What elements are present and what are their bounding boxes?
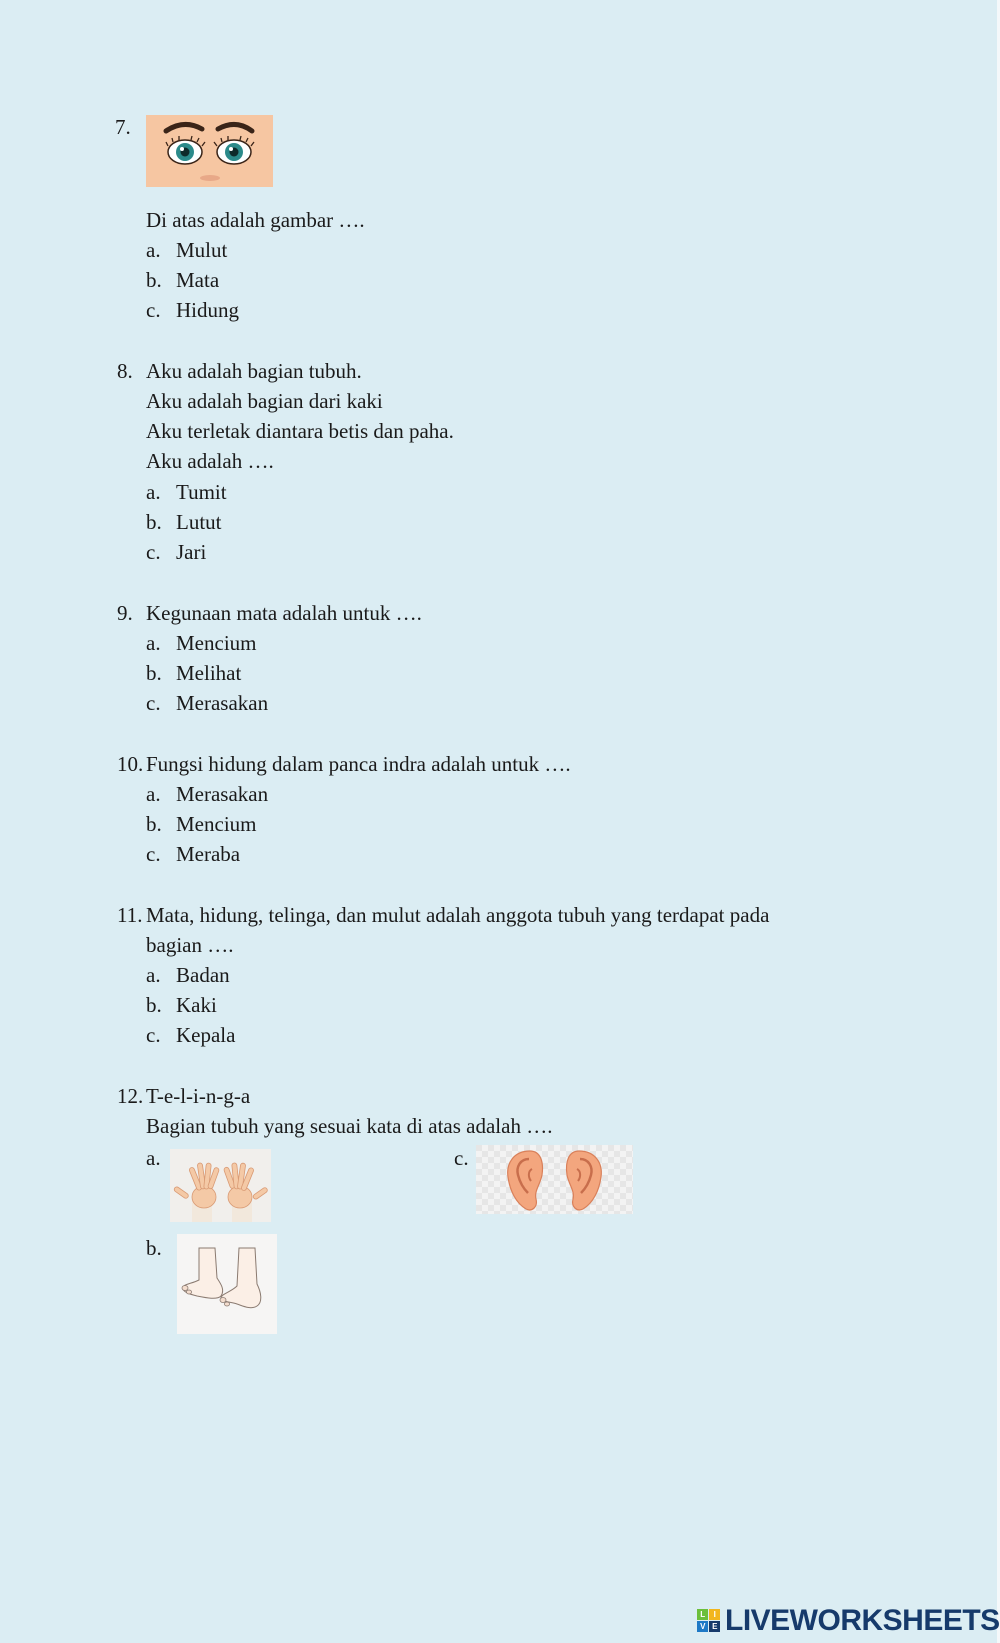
- q8-option-b-letter: b.: [146, 510, 162, 534]
- q7-option-c-letter: c.: [146, 298, 161, 322]
- q10-option-a-letter: a.: [146, 782, 161, 806]
- hands-icon: [170, 1149, 271, 1222]
- q10-option-b-letter: b.: [146, 812, 162, 836]
- question-7-prompt: Di atas adalah gambar ….: [146, 208, 365, 232]
- q9-option-a-text: Mencium: [176, 631, 257, 655]
- q7-option-b-text: Mata: [176, 268, 220, 292]
- q9-option-c-letter: c.: [146, 691, 161, 715]
- question-12-number: 12.: [117, 1084, 144, 1108]
- q10-option-c-text: Meraba: [176, 842, 241, 866]
- q7-option-c-text: Hidung: [176, 298, 239, 322]
- question-11-prompt-line-2: bagian ….: [146, 933, 234, 957]
- feet-icon: [177, 1234, 277, 1334]
- liveworksheets-logo-text: LIVEWORKSHEETS: [725, 1604, 1000, 1637]
- q7-option-a-text: Mulut: [176, 238, 228, 262]
- question-9-number: 9.: [117, 601, 133, 625]
- q9-option-c-text: Merasakan: [176, 691, 269, 715]
- question-10-number: 10.: [117, 752, 144, 776]
- q9-option-b-letter: b.: [146, 661, 162, 685]
- q11-option-a-text: Badan: [176, 963, 230, 987]
- question-12-word: T-e-l-i-n-g-a: [146, 1084, 251, 1108]
- q12-option-a-letter: a.: [146, 1146, 161, 1170]
- q8-option-a-text: Tumit: [176, 480, 227, 504]
- liveworksheets-logo[interactable]: [697, 1604, 1000, 1638]
- question-8-line-1: Aku adalah bagian tubuh.: [146, 359, 362, 383]
- q11-option-c-letter: c.: [146, 1023, 161, 1047]
- question-9-prompt: Kegunaan mata adalah untuk ….: [146, 601, 422, 625]
- question-7-number: 7.: [115, 115, 131, 139]
- liveworksheets-logo-icon: L I V E: [697, 1609, 721, 1633]
- question-11-prompt-line-1: Mata, hidung, telinga, dan mulut adalah anggota tubuh yang terdapat pada: [146, 903, 770, 927]
- q8-option-a-letter: a.: [146, 480, 161, 504]
- ears-icon: [476, 1145, 633, 1214]
- q8-option-b-text: Lutut: [176, 510, 222, 534]
- eyes-icon: [146, 115, 273, 187]
- q7-option-b-letter: b.: [146, 268, 162, 292]
- q12-option-b-letter: b.: [146, 1236, 162, 1260]
- q8-option-c-letter: c.: [146, 540, 161, 564]
- question-8-line-4: Aku adalah ….: [146, 449, 274, 473]
- q11-option-c-text: Kepala: [176, 1023, 236, 1047]
- q10-option-b-text: Mencium: [176, 812, 257, 836]
- q11-option-a-letter: a.: [146, 963, 161, 987]
- q7-option-a-letter: a.: [146, 238, 161, 262]
- question-10-prompt: Fungsi hidung dalam panca indra adalah untuk ….: [146, 752, 571, 776]
- q8-option-c-text: Jari: [176, 540, 207, 564]
- question-12-prompt: Bagian tubuh yang sesuai kata di atas adalah ….: [146, 1114, 553, 1138]
- q12-option-c-letter: c.: [454, 1146, 469, 1170]
- q10-option-c-letter: c.: [146, 842, 161, 866]
- q9-option-a-letter: a.: [146, 631, 161, 655]
- question-8-line-2: Aku adalah bagian dari kaki: [146, 389, 383, 413]
- q10-option-a-text: Merasakan: [176, 782, 269, 806]
- question-8-number: 8.: [117, 359, 133, 383]
- q9-option-b-text: Melihat: [176, 661, 242, 685]
- q11-option-b-text: Kaki: [176, 993, 217, 1017]
- question-8-line-3: Aku terletak diantara betis dan paha.: [146, 419, 454, 443]
- question-11-number: 11.: [117, 903, 143, 927]
- q11-option-b-letter: b.: [146, 993, 162, 1017]
